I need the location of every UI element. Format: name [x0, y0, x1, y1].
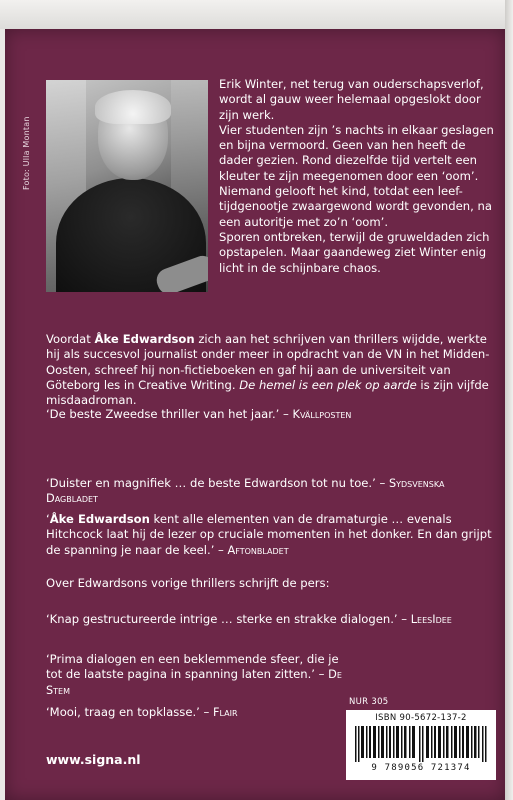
review-source: Kvällposten	[292, 408, 352, 421]
publisher-website: www.signa.nl	[46, 752, 141, 767]
review-source: Aftonbladet	[227, 543, 289, 557]
isbn-number: ISBN 90-5672-137-2	[375, 713, 467, 723]
barcode-icon	[355, 726, 487, 762]
review-quote: ‘Duister en magnifiek … de beste Edwardson tot nu toe.’ – Sydsvenska Dagbladet	[46, 476, 445, 506]
press-intro: Over Edwardsons vorige thrillers schrijft de pers:	[46, 576, 330, 590]
author-name: Åke Edwardson	[94, 332, 195, 346]
review-quote: ‘Åke Edwardson kent alle elementen van de dramaturgie … evenals Hitchcock laat hij de lezer op cruciale momenten in het donker. En dan grijpt de spanning je naar de keel.’ – Aftonbladet	[46, 512, 492, 557]
synopsis-paragraph: Erik Winter, net terug van ouderschapsverlof, wordt al gauw weer helemaal opgeslokt door zijn werk.	[219, 77, 484, 122]
review-source: Sydsvenska Dagbladet	[46, 477, 445, 506]
press-quote: ‘Knap gestructureerde intrige … sterke en strakke dialogen.’ – LeesIdee	[46, 612, 452, 626]
synopsis	[219, 77, 494, 276]
synopsis-paragraph: Sporen ontbreken, terwijl de gruweldaden zich opstapelen. Maar gaandeweg ziet Winter enig licht in de schijnbare chaos.	[219, 229, 490, 275]
photo-credit: Foto: Ulla Montan	[22, 116, 31, 190]
author-bio: Voordat Åke Edwardson zich aan het schrijven van thrillers wijdde, werkte hij als succesvol journalist onder meer in opdracht van de VN in het Midden-Oosten, schreef hij non-fictieboeken en gaf hij aan de universiteit van Göteborg les in Creative Writing. De hemel is een plek op aarde is zijn vijfde misdaadroman.	[46, 332, 490, 408]
nur-code: NUR 305	[349, 697, 389, 707]
author-photo	[46, 80, 208, 292]
author-name: Åke Edwardson	[49, 512, 150, 526]
page-right-edge	[505, 0, 513, 800]
barcode-number: 9 789056 721374	[371, 763, 471, 773]
book-title: De hemel is een plek op aarde	[239, 377, 417, 392]
review-source: De Stem	[46, 668, 342, 697]
review-source: LeesIdee	[410, 613, 452, 626]
review-source: Flair	[213, 706, 238, 719]
review-quote: ‘De beste Zweedse thriller van het jaar.’ – Kvällposten	[46, 407, 352, 421]
press-quote: ‘Mooi, traag en topklasse.’ – Flair	[46, 705, 238, 719]
barcode-box	[346, 710, 496, 780]
press-quote: ‘Prima dialogen en een beklemmende sfeer, die je tot de laatste pagina in spanning laten zitten.’ – De Stem	[46, 652, 342, 697]
synopsis-paragraph: Vier studenten zijn ’s nachts in elkaar geslagen en bijna vermoord. Geen van hen heeft de dader gezien. Rond diezelfde tijd vertelt een kleuter te zijn meegenomen door een ‘oom’. Niemand gelooft het kind, totdat een leef-tijdgenootje zwaargewond wordt gevonden, na een autoritje met zo’n ‘oom’.	[219, 122, 494, 229]
page-top-edge	[0, 0, 513, 29]
